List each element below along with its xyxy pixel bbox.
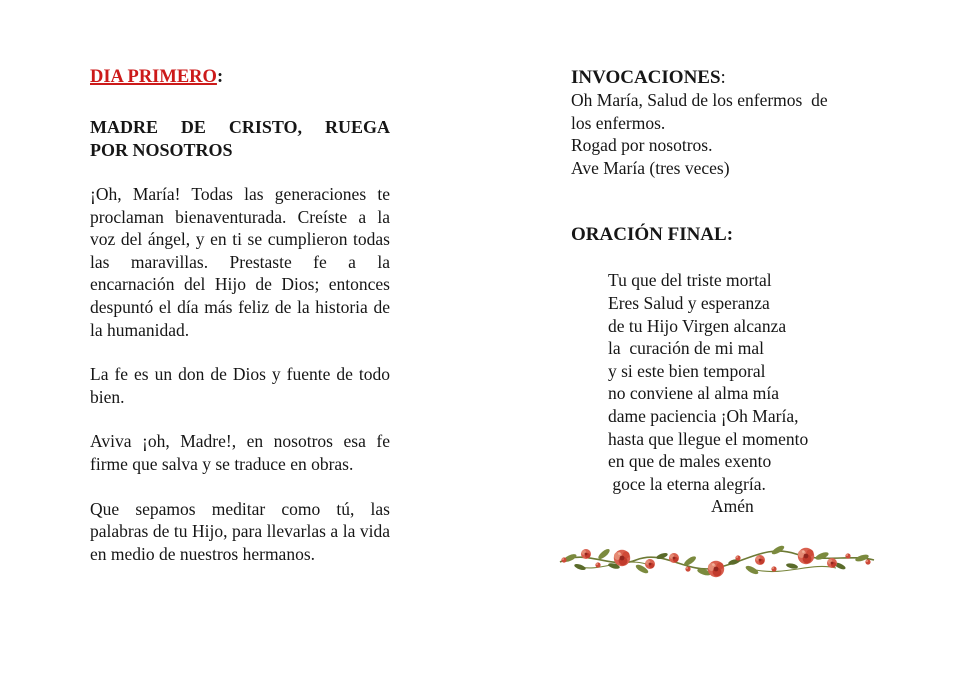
poem-line: de tu Hijo Virgen alcanza [608,315,787,336]
poem-line: goce la eterna alegría. [608,473,766,494]
poem-line: dame paciencia ¡Oh María, [608,405,799,426]
day-title [90,66,390,89]
paragraph: Aviva ¡oh, Madre!, en nosotros esa fe firme que salva y se traduce en obras. [90,431,390,474]
day-title-colon: : [216,67,224,87]
poem-line: en que de males exento [608,451,772,472]
poem-line: la curación de mi mal [608,338,764,359]
invocations-title-colon: : [720,67,726,88]
right-column [571,66,881,518]
invocations-title-text: INVOCACIONES [571,67,721,88]
paragraph: La fe es un don de Dios y fuente de todo bien. [90,364,390,407]
invocation-line: Oh María, Salud de los enfermos de [571,90,828,110]
poem-line: Tu que del triste mortal [608,270,772,291]
day-title-text: DIA PRIMERO [90,67,217,87]
invocation-line: Rogad por nosotros. [571,135,713,156]
poem-line: y si este bien temporal [608,360,766,381]
floral-garland-icon [556,536,878,586]
invocation-line: los enfermos. [571,112,666,133]
poem-line: hasta que llegue el momento [608,428,809,449]
oracion-final-title: ORACIÓN FINAL: [571,224,734,246]
invocation-line: Ave María (tres veces) [571,157,730,178]
section-heading-line1: MADRE DE CRISTO, RUEGA [90,117,390,137]
final-prayer-poem [608,269,881,518]
paragraph: Que sepamos meditar como tú, las palabras de tu Hijo, para llevarlas a la vida en medio de nuestros hermanos. [90,498,390,564]
poem-line: no conviene al alma mía [608,383,780,404]
paragraph: ¡Oh, María! Todas las generaciones te proclaman bienaventurada. Creíste a la voz del ángel, y en ti se cumplieron todas las maravillas. Prestaste fe a la encarnación del Hijo de Dios; entonces despuntó el día más feliz de la historia de la humanidad. [90,184,390,340]
invocations-title [571,66,881,89]
section-heading [90,116,390,162]
section-heading-line2: POR NOSOTROS [90,140,233,160]
left-column [90,66,390,587]
poem-line: Eres Salud y esperanza [608,292,770,313]
amen-line: Amén [711,496,754,517]
